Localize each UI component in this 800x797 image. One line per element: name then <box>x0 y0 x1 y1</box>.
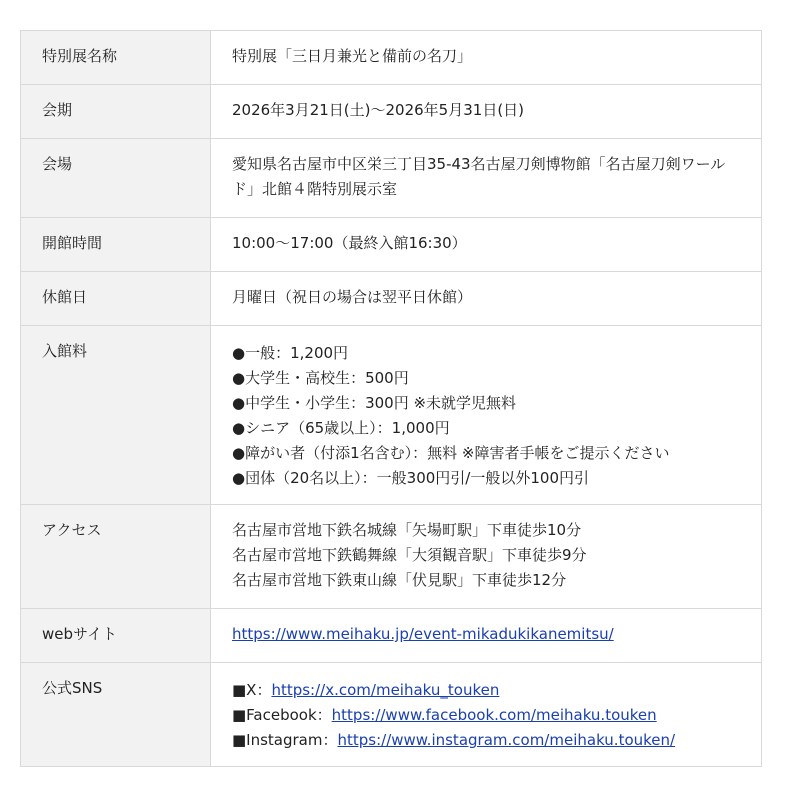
label-period: 会期 <box>21 85 211 139</box>
fee-line: ●団体（20名以上）：一般300円引/一般以外100円引 <box>232 469 589 487</box>
row-opening-hours <box>21 218 762 272</box>
value-venue <box>211 139 762 218</box>
value-admission-fee <box>211 326 762 505</box>
fee-line: ●シニア（65歳以上）：1,000円 <box>232 419 450 437</box>
row-exhibition-name <box>21 31 762 85</box>
exhibition-info-table <box>20 30 762 767</box>
access-line: 名古屋市営地下鉄東山線「伏見駅」下車徒歩12分 <box>232 571 567 589</box>
row-access <box>21 505 762 609</box>
value-exhibition-name: 特別展「三日月兼光と備前の名刀」 <box>211 31 762 85</box>
fee-line: ●一般：1,200円 <box>232 344 349 362</box>
sns-item-x <box>232 678 741 703</box>
row-official-sns <box>21 663 762 767</box>
label-opening-hours: 開館時間 <box>21 218 211 272</box>
fee-line: ●大学生・高校生：500円 <box>232 369 409 387</box>
access-line: 名古屋市営地下鉄名城線「矢場町駅」下車徒歩10分 <box>232 521 582 539</box>
label-website: webサイト <box>21 609 211 663</box>
label-exhibition-name: 特別展名称 <box>21 31 211 85</box>
sns-item-instagram <box>232 728 741 753</box>
instagram-link[interactable]: https://www.instagram.com/meihaku.touken/ <box>337 731 676 749</box>
sns-item-facebook <box>232 703 741 728</box>
sns-prefix: ■Facebook： <box>232 706 332 724</box>
value-access <box>211 505 762 609</box>
value-opening-hours: 10:00〜17:00（最終入館16:30） <box>211 218 762 272</box>
row-admission-fee <box>21 326 762 505</box>
fee-line: ●障がい者（付添1名含む）：無料 ※障害者手帳をご提示ください <box>232 444 670 462</box>
venue-text: 愛知県名古屋市中区栄三丁目35-43名古屋刀剣博物館「名古屋刀剣ワールド」北館４階特別展示室 <box>232 155 726 198</box>
label-venue: 会場 <box>21 139 211 218</box>
label-closed-days: 休館日 <box>21 272 211 326</box>
access-line: 名古屋市営地下鉄鶴舞線「大須観音駅」下車徒歩9分 <box>232 546 587 564</box>
value-period: 2026年3月21日(土)〜2026年5月31日(日) <box>211 85 762 139</box>
label-official-sns: 公式SNS <box>21 663 211 767</box>
sns-prefix: ■Instagram： <box>232 731 338 749</box>
value-closed-days: 月曜日（祝日の場合は翌平日休館） <box>211 272 762 326</box>
sns-prefix: ■X： <box>232 681 272 699</box>
row-venue <box>21 139 762 218</box>
row-website <box>21 609 762 663</box>
x-link[interactable]: https://x.com/meihaku_touken <box>271 681 500 699</box>
value-official-sns <box>211 663 762 767</box>
label-access: アクセス <box>21 505 211 609</box>
value-website <box>211 609 762 663</box>
row-closed-days <box>21 272 762 326</box>
fee-line: ●中学生・小学生：300円 ※未就学児無料 <box>232 394 517 412</box>
row-period <box>21 85 762 139</box>
website-link[interactable]: https://www.meihaku.jp/event-mikadukikanemitsu/ <box>232 625 614 643</box>
facebook-link[interactable]: https://www.facebook.com/meihaku.touken <box>331 706 657 724</box>
label-admission-fee: 入館料 <box>21 326 211 505</box>
